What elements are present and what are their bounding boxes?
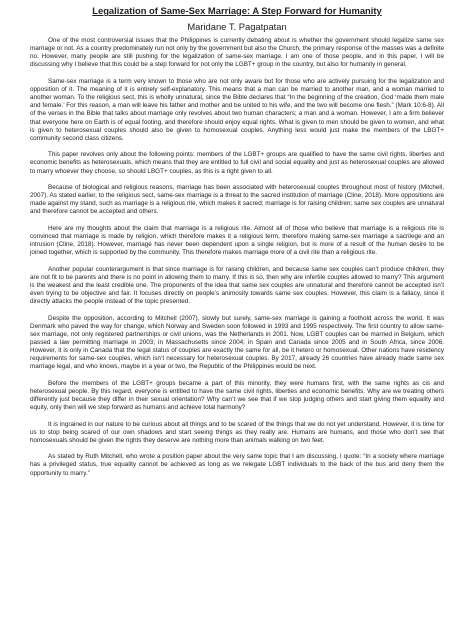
paragraph-thesis: This paper revolves only about the following points: members of the LGBT+ groups are qualified to have the same civil rights, liberties and economic benefits as heterosexuals, which means that they are entitled to full civil and social equality and just as heterosexual couples are allowed to marry whoever they choose, so should LBGT+ couples, as this is a right given to all. [30, 151, 444, 175]
paragraph-fear: It is ingrained in our nature to be curious about all things and to be scared of the things that we do not yet understand. However, it is time for us to stop being scared of our own shadows and start seeing things as they really are. Humans are humans, and those who don’t see that homosexuals should be given the rights they deserve are nothing more than animals walking on two feet. [30, 420, 444, 444]
document-title: Legalization of Same-Sex Marriage: A Step Forward for Humanity [92, 5, 382, 16]
paragraph-global-progress: Despite the opposition, according to Mitchell (2007), slowly but surely, same-sex marriage is gaining a foothold across the world. It was Denmark who paved the way for change, which Norway and Sweden soon followed in 1993 and 1995 respectively. The first country to allow same-sex marriage, not only registered partnerships or civil unions, was the Netherlands in 2001. Now, LGBT couples can be married in Belgium, which passed a law permitting marriage in 2003; in Massachusetts since 2004; in Spain and Canada since 2005 and in South Africa, since 2006. However, it is only in Canada that the legal status of couples are exactly the same for all, be it hetero or homosexual. Other nations have residency requirements for same-sex couples, which isn’t necessary for heterosexual couples. By 2017, already 26 countries have already made same sex marriage legal, and who knows, maybe in a year or two, the Republic of the Philippines would be next. [30, 314, 444, 371]
document-author: Maridane T. Pagatpatan [187, 21, 287, 32]
paragraph-counterargument: Another popular counterargument is that since marriage is for raising children, and because same sex couples can’t produce children, they are not fit to be parents and there is no point in allowing them to marry. If this is so, then why are infertile couples allowed to marry? This argument is the weakest and the least credible one. The proponents of the idea that same sex couples are unnatural and therefore cannot be accepted isn’t even trying to be objective and fair. It focuses directly on people’s animosity towards same sex couples. However, this claim is a fallacy, since it directly attacks the people instead of the topic presented. [30, 265, 444, 306]
paragraph-human-rights: Before the members of the LGBT+ groups became a part of this minority, they were humans first, with the same rights as cis and heterosexual people. By this regard, everyone is entitled to have the same civil rights, liberties and economic benefits. Why are we treating others differently just because they differ in their sexual orientation? Why can’t we see that if we stop judging others and start giving them equality and equity, only then will we step forward as humans and achieve total harmony? [30, 379, 444, 412]
paragraph-background: Because of biological and religious reasons, marriage has been associated with heterosexual couples throughout most of history (Mitchell, 2007). As stated earlier, to the religious sect, same-sex marriage is a threat to the sacred institution of marriage (Cline, 2018). More oppositions are made against my stand, such as marriage is a religious rite, which makes it sacred; marriage is for raising children; same sex couples are unnatural and therefore cannot be accepted and others. [30, 183, 444, 216]
paragraph-introduction: One of the most controversial issues that the Philippines is currently debating about is whether the government should legalize same sex marriage or not. As a country predominately run not only by the government but also the Church, the primary response of the masses was a definite no. However, many people are still pushing for the legalization of same-sex marriage. I am one of those people, and in this paper, I will be discussing why I believe that this could be a step forward for not only the LGBT+ group in the country, but also for humanity in general. [30, 37, 444, 69]
paragraph-religious-rite: Here are my thoughts about the claim that marriage is a religious rite. Almost all of those who believe that marriage is a religious rite is convinced that marriage is made by religion, which therefore makes it a religious term, therefore making same-sex marriage a sacrilege and an intrusion (Cline, 2018). However, marriage has never been dependent upon a single religion, but is more of a result of the human desire to be joined together, which is supported by the community. This therefore makes marriage more of a civil rite than a religious rite. [30, 224, 444, 257]
paragraph-definition: Same-sex marriage is a term very known to those who are not only aware but for those who are actively pursuing for the legalization and opposition of it. The meaning of it is entirely self-explanatory. This means that a man can be married to another man, and a woman married to another woman. To the religious sect, this is wholly unnatural, since the Bible declares that “In the beginning of the creation, God ‘made them male and female.’ For this reason, a man will leave his father and mother and be united to his wife, and the two will become one flesh.” (Mark 10:6-8). All of the verses in the Bible that talks about marriage only revolves about two human characters; a man and a woman. However, I am a firm believer that everyone here on Earth is of equal footing, and therefore should enjoy equal rights. What is given to men should be given to women, and what is given to heterosexual couples should also be given to homosexual couples. Anything less would just make the members of the LBGT+ community second class citizens. [30, 77, 444, 142]
paragraph-quote: As stated by Ruth Mitchell, who wrote a position paper about the very same topic that I am discussing, I quote: “In a society where marriage has a privileged status, true equality cannot be achieved as long as we relegate LGBT individuals to the back of the bus and deny them the opportunity to marry.” [30, 453, 444, 477]
